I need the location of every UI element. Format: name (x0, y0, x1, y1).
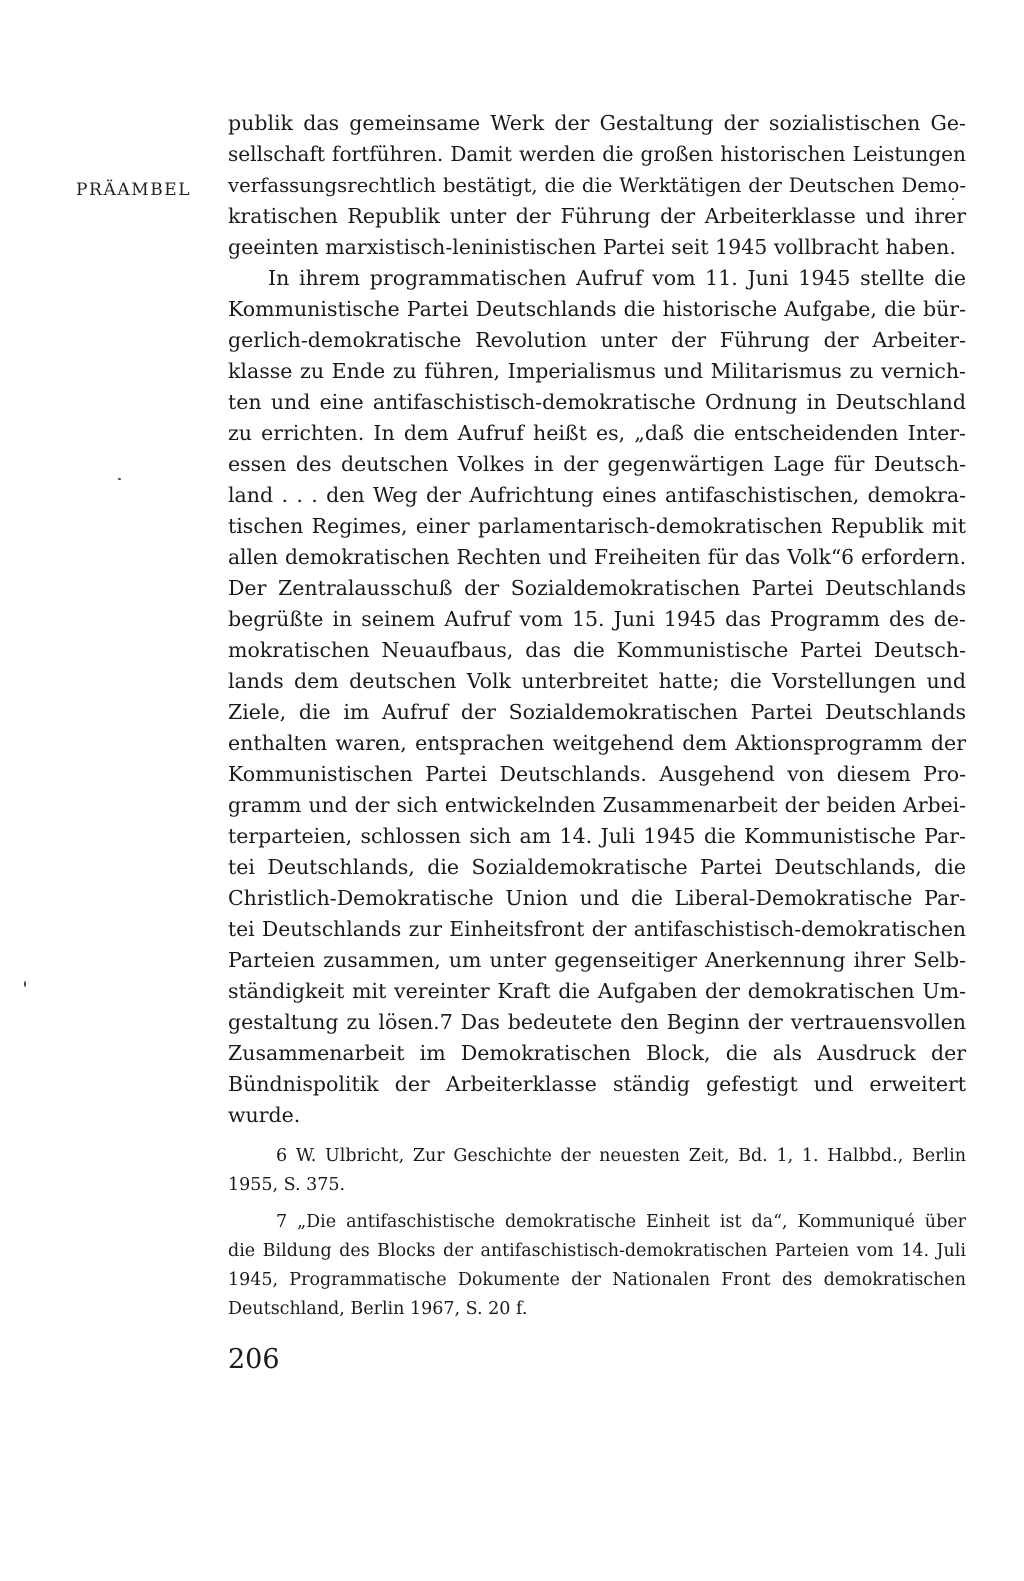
margin-label: PRÄAMBEL (76, 180, 192, 200)
footnote (228, 1208, 966, 1324)
body-line: tei Deutschlands, die Sozialdemokratische Partei Deutschlands, die (228, 855, 966, 879)
body-line: verfassungsrechtlich bestätigt, die die Werktätigen der Deutschen Demo- (228, 174, 966, 197)
body-line: allen demokratischen Rechten und Freiheiten für das Volk“6 erfordern. (228, 545, 966, 569)
body-line: Zusammenarbeit im Demokratischen Block, die als Ausdruck der (228, 1041, 966, 1065)
footnotes (228, 1142, 966, 1324)
body-line: publik das gemeinsame Werk der Gestaltung der sozialistischen Ge- (228, 111, 966, 135)
footnote-line: Deutschland, Berlin 1967, S. 20 f. (228, 1299, 528, 1319)
body-line: klasse zu Ende zu führen, Imperialismus und Militarismus zu vernich- (228, 359, 966, 383)
footnote-line: die Bildung des Blocks der antifaschistisch-demokratischen Parteien vom 14. Juli (228, 1241, 966, 1261)
footnote-line: 6 W. Ulbricht, Zur Geschichte der neuesten Zeit, Bd. 1, 1. Halbbd., Berlin (276, 1146, 966, 1166)
body-line: sellschaft fortführen. Damit werden die großen historischen Leistungen (228, 142, 966, 166)
body-line: Ziele, die im Aufruf der Sozialdemokratischen Partei Deutschlands (228, 700, 966, 724)
body-line: zu errichten. In dem Aufruf heißt es, „daß die entscheidenden Inter- (228, 421, 966, 445)
body-line: mokratischen Neuaufbaus, das die Kommunistische Partei Deutsch- (228, 638, 966, 662)
footnote-line: 7 „Die antifaschistische demokratische Einheit ist da“, Kommuniqué über (276, 1212, 966, 1232)
body-line: geeinten marxistisch-leninistischen Partei seit 1945 vollbracht haben. (228, 235, 956, 259)
body-line: tei Deutschlands zur Einheitsfront der antifaschistisch-demokratischen (228, 917, 966, 941)
scan-speck (24, 981, 26, 987)
body-line: enthalten waren, entsprachen weitgehend dem Aktionsprogramm der (228, 731, 966, 755)
body-line: ständigkeit mit vereinter Kraft die Aufgaben der demokratischen Um- (228, 979, 966, 1003)
body-line: In ihrem programmatischen Aufruf vom 11. Juni 1945 stellte die (268, 266, 966, 290)
body-line: tischen Regimes, einer parlamentarisch-demokratischen Republik mit (228, 514, 966, 538)
body-line: lands dem deutschen Volk unterbreitet hatte; die Vorstellungen und (228, 669, 966, 693)
page-number: 206 (228, 1344, 280, 1375)
footnote (228, 1142, 966, 1200)
scan-speck (118, 478, 121, 480)
body-line: gerlich-demokratische Revolution unter der Führung der Arbeiter- (228, 328, 966, 352)
body-line: land . . . den Weg der Aufrichtung eines antifaschistischen, demokra- (228, 483, 966, 507)
body-line: Christlich-Demokratische Union und die Liberal-Demokratische Par- (228, 886, 966, 910)
footnote-gap (228, 1200, 966, 1208)
footnote-line: 1945, Programmatische Dokumente der Nationalen Front des demokratischen (228, 1270, 966, 1290)
body-line: ten und eine antifaschistisch-demokratische Ordnung in Deutschland (228, 390, 966, 414)
body-line: kratischen Republik unter der Führung der Arbeiterklasse und ihrer (228, 204, 966, 228)
body-line: Bündnispolitik der Arbeiterklasse ständig gefestigt und erweitert (228, 1072, 966, 1096)
body-line: terparteien, schlossen sich am 14. Juli 1945 die Kommunistische Par- (228, 824, 966, 848)
body-line: Der Zentralausschuß der Sozialdemokratischen Partei Deutschlands (228, 576, 966, 600)
body-line: Parteien zusammen, um unter gegenseitiger Anerkennung ihrer Selb- (228, 948, 966, 972)
body-line: gestaltung zu lösen.7 Das bedeutete den Beginn der vertrauensvollen (228, 1010, 966, 1034)
scan-speck (952, 198, 954, 200)
body-line: Kommunistischen Partei Deutschlands. Ausgehend von diesem Pro- (228, 762, 966, 786)
body-line: gramm und der sich entwickelnden Zusammenarbeit der beiden Arbei- (228, 793, 966, 817)
body-text (228, 108, 966, 1131)
body-line: essen des deutschen Volkes in der gegenwärtigen Lage für Deutsch- (228, 452, 966, 476)
body-line: Kommunistische Partei Deutschlands die historische Aufgabe, die bür- (228, 297, 966, 321)
body-line: wurde. (228, 1103, 301, 1127)
body-line: begrüßte in seinem Aufruf vom 15. Juni 1945 das Programm des de- (228, 607, 966, 631)
footnote-line: 1955, S. 375. (228, 1175, 346, 1195)
